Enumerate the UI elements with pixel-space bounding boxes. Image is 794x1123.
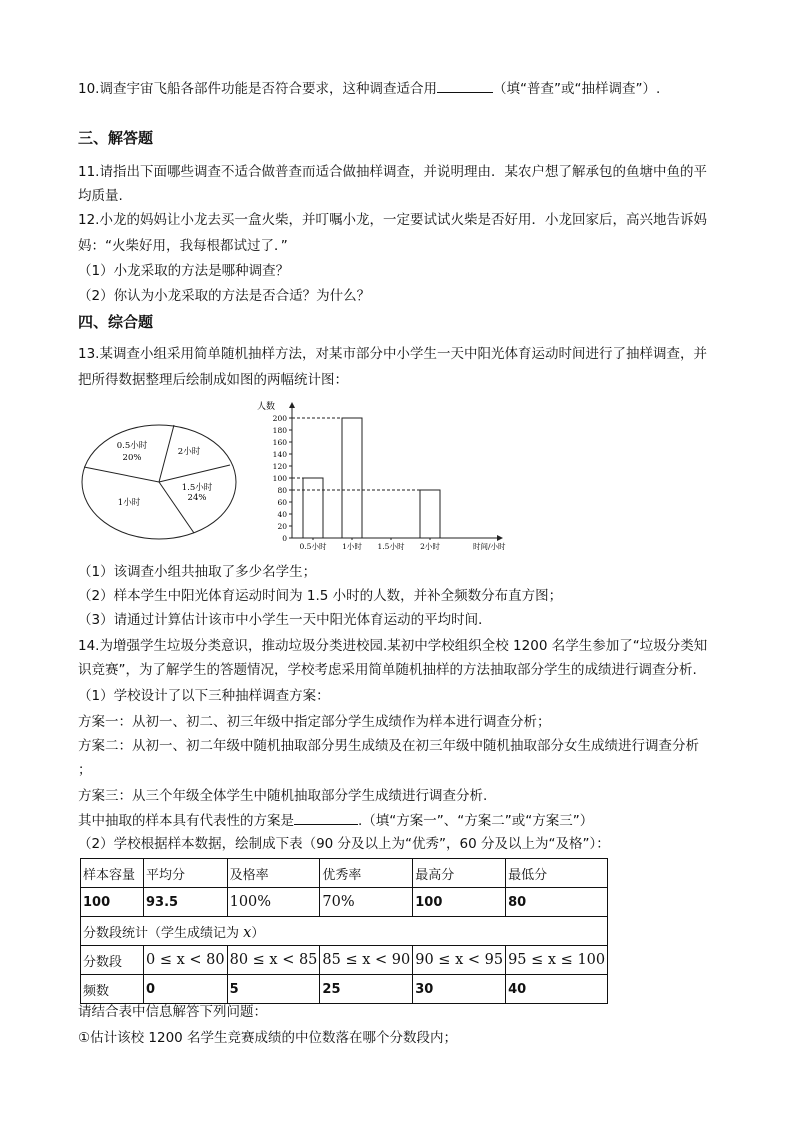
q14-representative [78,810,593,831]
q14-plan2b: ； [78,762,92,778]
x-tick-label-2: 1.5小时 [377,542,405,551]
pie-label-0: 0.5小时 [116,441,148,451]
q13-sub1: （1）该调查小组共抽取了多少名学生； [78,564,317,580]
pie-label-1: 2小时 [177,447,201,457]
segment-title-close: ） [251,925,265,941]
td-segment-3: 90 ≤ x < 95 [413,946,506,975]
q14-line1: 14.为增强学生垃圾分类意识，推动垃圾分类进校园.某初中学校组织全校 1200 名学生参加了“垃圾分类知 [78,638,708,654]
q14-plan3: 方案三：从三个年级全体学生中随机抽取部分学生成绩进行调查分析. [78,788,488,804]
pie-divider-b [159,425,174,482]
q10-text: 10.调查宇宙飞船各部件功能是否符合要求，这种调查适合用 [78,81,437,97]
q13-sub2: （2）样本学生中阳光体育运动时间为 1.5 小时的人数，并补全频数分布直方图； [78,588,563,604]
th-pass-rate: 及格率 [227,859,320,888]
y-tick-label-1: 20 [277,522,287,531]
segment-title: 分数段统计（学生成绩记为 [83,925,240,941]
y-tick-label-10: 200 [272,414,287,423]
table-row [81,946,608,975]
question-10 [78,78,660,99]
pie-label-3: 1小时 [117,498,141,508]
q14-plan1: 方案一：从初一、初二、初三年级中指定部分学生成绩作为样本进行调查分析； [78,714,551,730]
td-freq-2: 25 [320,975,413,1004]
q14-rep-text: 其中抽取的样本具有代表性的方案是 [78,813,294,829]
th-excellent-rate: 优秀率 [320,859,413,888]
y-tick-label-6: 120 [272,462,287,471]
td-freq-3: 30 [413,975,506,1004]
y-tick-label-3: 60 [277,498,287,507]
y-tick-label-2: 40 [277,510,287,519]
q14-ask1: ①估计该校 1200 名学生竞赛成绩的中位数落在哪个分数段内； [78,1030,458,1046]
y-tick-label-4: 80 [277,486,287,495]
table-row [81,975,608,1004]
x-tick-label-1: 1小时 [342,542,362,551]
td-segment-2: 85 ≤ x < 90 [320,946,413,975]
bar-0 [303,478,323,538]
section-4-heading: 四、综合题 [78,313,154,331]
td-freq-1: 5 [227,975,320,1004]
td-segment-4: 95 ≤ x ≤ 100 [506,946,608,975]
q14-rep-tail: .（填“方案一”、“方案二”或“方案三”） [358,813,594,829]
bar-chart [255,396,515,554]
answer-blank [437,78,493,93]
bar-ylabel: 人数 [257,402,276,412]
th-sample-size: 样本容量 [81,859,144,888]
td-segment-1: 80 ≤ x < 85 [227,946,320,975]
y-tick-label-5: 100 [272,474,287,483]
answer-blank [294,810,358,825]
th-min: 最低分 [506,859,608,888]
q14-ask: 请结合表中信息解答下列问题： [78,1004,267,1020]
pie-pct-0: 20% [122,453,142,463]
td-min: 80 [506,888,608,917]
td-excellent-rate: 70% [320,888,413,917]
x-tick-label-0: 0.5小时 [299,542,327,551]
table-header-row [81,859,608,888]
y-tick-label-9: 180 [272,426,287,435]
q10-tail: （填“普查”或“抽样调查”）. [492,81,661,97]
x-axis-arrow [497,535,503,541]
table-row [81,917,608,946]
q13-line1: 13.某调查小组采用简单随机抽样方法，对某市部分中小学生一天中阳光体育运动时间进行了抽样调查，并 [78,346,707,362]
q11-line1: 11.请指出下面哪些调查不适合做普查而适合做抽样调查，并说明理由．某农户想了解承包的鱼塘中鱼的平 [78,164,707,180]
x-tick-label-3: 2小时 [420,542,440,551]
td-freq-0: 0 [144,975,228,1004]
q12-line2: 妈：“火柴好用，我每根都试过了．” [78,238,288,254]
q12-sub2: （2）你认为小龙采取的方法是否合适？为什么？ [78,288,371,304]
q12-sub1: （1）小龙采取的方法是哪种调查？ [78,263,290,279]
y-tick-label-8: 160 [272,438,287,447]
bar-xlabel: 时间/小时 [473,542,506,551]
y-tick-label-0: 0 [282,534,287,543]
stats-table [80,858,608,1004]
th-max: 最高分 [413,859,506,888]
td-sample-size: 100 [81,888,144,917]
table-row [81,888,608,917]
bar-3 [420,490,440,538]
pie-chart [72,410,247,550]
pie-divider-a [84,467,159,482]
segment-variable: x [243,924,252,941]
td-average: 93.5 [144,888,228,917]
td-seg-label: 分数段 [81,946,144,975]
q11-line2: 均质量. [78,188,123,204]
td-freq-4: 40 [506,975,608,1004]
bar-1 [342,418,362,538]
segment-title-cell [81,917,608,946]
q13-sub3: （3）请通过计算估计该市中小学生一天中阳光体育运动的平均时间． [78,612,492,628]
pie-pct-2: 24% [187,493,207,503]
pie-divider-c [159,465,230,482]
td-pass-rate: 100% [227,888,320,917]
td-segment-0: 0 ≤ x < 80 [144,946,228,975]
q14-line2: 识竞赛”，为了解学生的答题情况，学校考虑采用简单随机抽样的方法抽取部分学生的成绩进行调查分析. [78,662,697,678]
td-max: 100 [413,888,506,917]
q14-plan2: 方案二：从初一、初二年级中随机抽取部分男生成绩及在初三年级中随机抽取部分女生成绩进行调查分析 [78,738,699,754]
q14-sub2: （2）学校根据样本数据，绘制成下表（90 分及以上为“优秀”，60 分及以上为“及格”）： [78,836,610,852]
pie-label-2: 1.5小时 [181,483,213,493]
section-3-heading: 三、解答题 [78,129,154,147]
th-average: 平均分 [144,859,228,888]
td-freq-label: 频数 [81,975,144,1004]
y-tick-label-7: 140 [272,450,287,459]
q14-sub1: （1）学校设计了以下三种抽样调查方案： [78,688,330,704]
q12-line1: 12.小龙的妈妈让小龙去买一盒火柴，并叮嘱小龙，一定要试试火柴是否好用．小龙回家后，高兴地告诉妈 [78,212,707,228]
q13-line2: 把所得数据整理后绘制成如图的两幅统计图： [78,372,348,388]
y-axis-arrow [289,402,295,408]
